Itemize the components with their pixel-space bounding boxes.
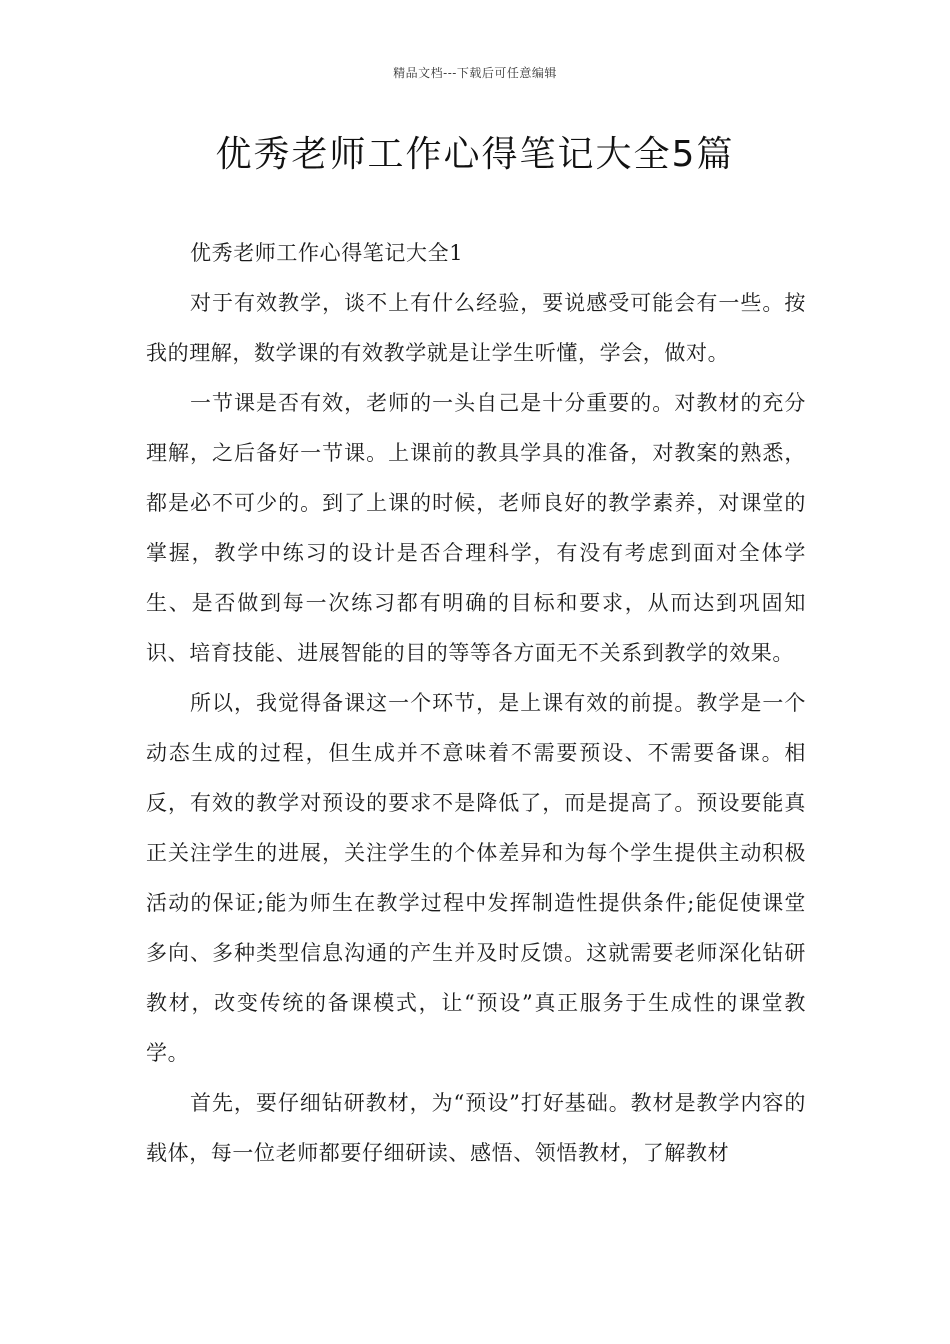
document-title: 优秀老师工作心得笔记大全5篇 (215, 134, 735, 175)
paragraph: 所以，我觉得备课这一个环节，是上课有效的前提。教学是一个动态生成的过程，但生成并不意味着不需要预设、不需要备课。相反，有效的教学对预设的要求不是降低了，而是提高了。预设要能真正关注学生的进展，关注学生的个体差异和为每个学生提供主动积极活动的保证;能为师生在教学过程中发挥制造性提供条件;能促使课堂多向、多种类型信息沟通的产生并及时反馈。这就需要老师深化钻研教材，改变传统的备课模式，让“预设”真正服务于生成性的课堂教学。 (146, 691, 806, 1065)
section-heading: 优秀老师工作心得笔记大全1 (190, 241, 464, 265)
header-note: 精品文档---下载后可任意编辑 (393, 66, 557, 80)
document-body (146, 228, 806, 1178)
paragraph: 首先，要仔细钻研教材，为“预设”打好基础。教材是教学内容的载体，每一位老师都要仔细研读、感悟、领悟教材，了解教材 (146, 1091, 806, 1165)
paragraph: 对于有效教学，谈不上有什么经验，要说感受可能会有一些。按我的理解，数学课的有效教学就是让学生听懂，学会，做对。 (146, 291, 806, 365)
paragraph: 一节课是否有效，老师的一头自己是十分重要的。对教材的充分理解，之后备好一节课。上课前的教具学具的准备，对教案的熟悉，都是必不可少的。到了上课的时候，老师良好的教学素养，对课堂的掌握，教学中练习的设计是否合理科学，有没有考虑到面对全体学生、是否做到每一次练习都有明确的目标和要求，从而达到巩固知识、培育技能、进展智能的目的等等各方面无不关系到教学的效果。 (146, 391, 806, 665)
